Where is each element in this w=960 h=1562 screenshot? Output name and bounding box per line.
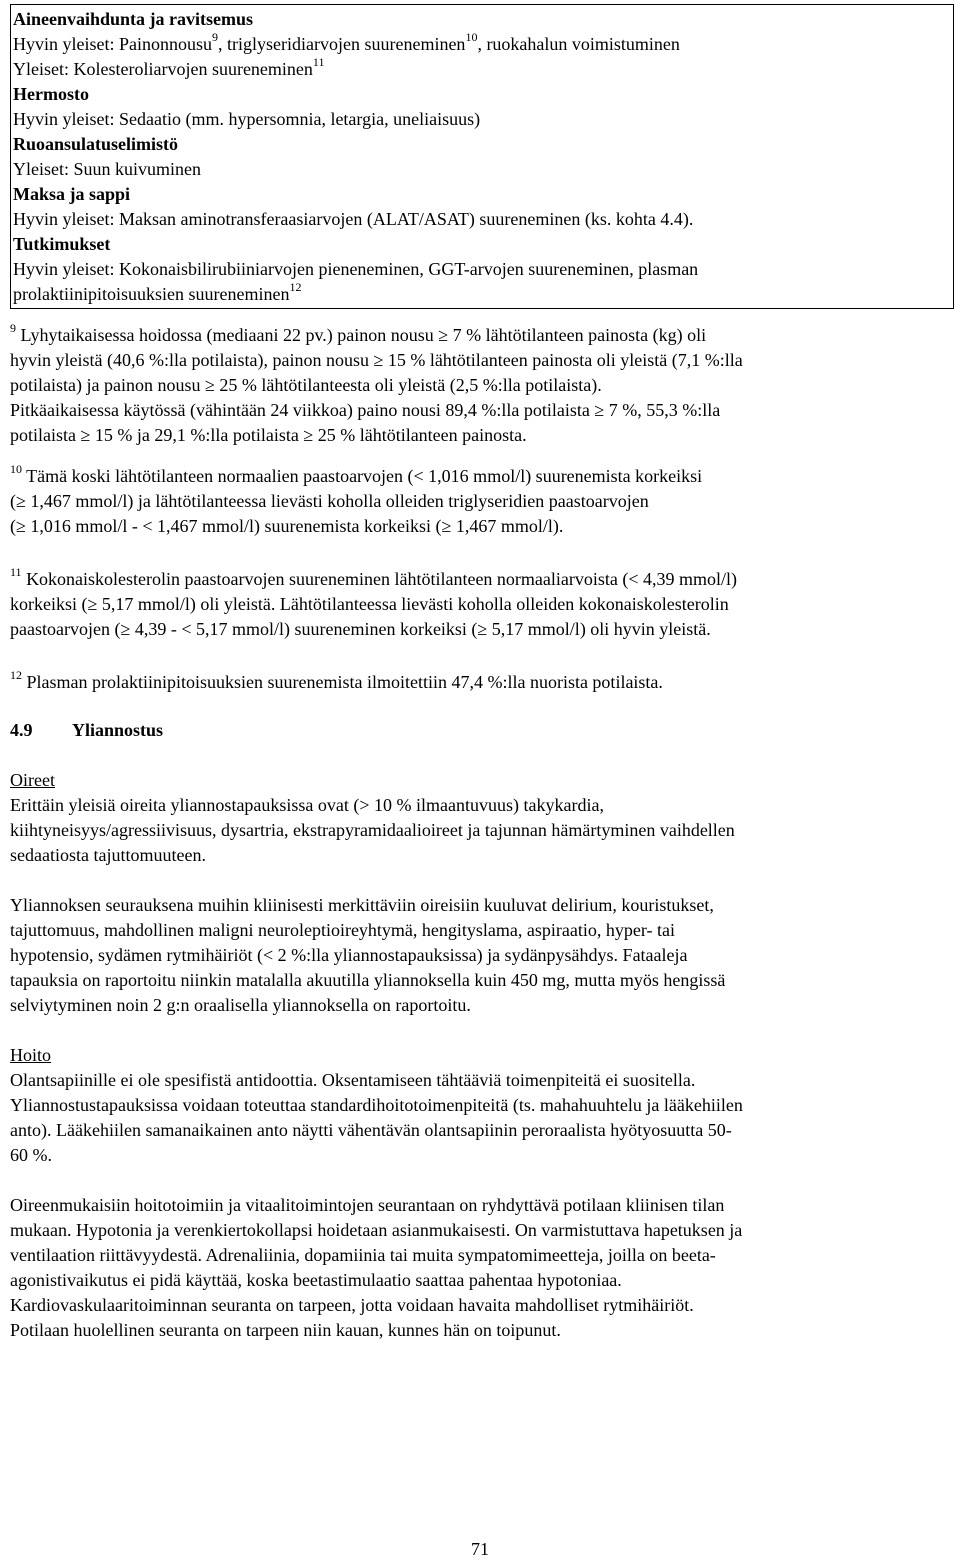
paragraph: Erittäin yleisiä oireita yliannostapauksissa ovat (> 10 % ilmaantuvuus) takykardia, <box>10 795 604 815</box>
paragraph: Oireenmukaisiin hoitotoimiin ja vitaalitoimintojen seurantaan on ryhdyttävä potilaan kliinisen tilan <box>10 1195 725 1215</box>
subheading-oireet: Oireet <box>10 770 55 790</box>
table-row: Hyvin yleiset: Sedaatio (mm. hypersomnia, letargia, uneliaisuus) <box>13 109 481 129</box>
table-row: Maksa ja sappi <box>13 184 131 204</box>
section-oireet: Oireet Erittäin yleisiä oireita yliannostapauksissa ovat (> 10 % ilmaantuvuus) takykardia, kiihtyneisyys/agressiivisuus, dysartria, ekstrapyramidaalioireet ja tajunnan hämärtyminen vaihdellen sedaatiosta tajuttomuuteen. Yliannoksen seurauksena muihin kliinisesti merkittäviin oireisiin kuuluvat delirium, kouristukset, tajuttomuus, mahdollinen maligni neuroleptioireyhtymä, hengityslama, aspiraatio, hyper- tai hypotensio, sydämen rytmihäiriöt (< 2 %:lla yliannostapauksissa) ja sydänpysähdys. Fataaleja tapauksia on raportoitu niinkin matalalla akuutilla yliannoksella kuin 450 mg, mutta myös hengissä selviytyminen noin 2 g:n oraalisella yliannoksella on raportoitu. <box>10 768 954 1018</box>
footnote-12: $^{12}$ Plasman prolaktiinipitoisuuksien suurenemista ilmoitettiin 47,4 %:lla nuorista potilaista. <box>10 668 663 692</box>
section-heading: 4.9 Yliannostus <box>10 720 164 740</box>
section-hoito: Hoito Olantsapiinille ei ole spesifistä antidoottia. Oksentamiseen tähtääviä toimenpiteitä ei suositella. Yliannostustapauksissa voidaan toteuttaa standardihoitotoimenpiteitä (ts. mahahuuhtelu ja lääkehiilen anto). Lääkehiilen samanaikainen anto näytti vähentävän olantsapiinin peroraalista hyötyosuutta 50- 60 %. Oireenmukaisiin hoitotoimiin ja vitaalitoimintojen seurantaan on ryhdyttävä potilaan kliinisen tilan mukaan. Hypotonia ja verenkiertokollapsi hoidetaan asianmukaisesti. On varmistuttava hapetuksen ja ventilaation riittävyydestä. Adrenaliinia, dopamiinia tai muita sympatomimeetteja, joilla on beeta- agonistivaikutus ei pidä käyttää, koska beetastimulaatio saattaa pahentaa hypotoniaa. Kardiovaskulaaritoiminnan seuranta on tarpeen, jotta voidaan havaita mahdolliset rytmihäiriöt. Potilaan huolellinen seuranta on tarpeen niin kauan, kunnes hän on toipunut. <box>10 1043 954 1343</box>
table-row: Hyvin yleiset: Maksan aminotransferaasiarvojen (ALAT/ASAT) suureneminen (ks. kohta 4.4). <box>13 209 694 229</box>
adverse-reactions-table <box>10 4 954 309</box>
paragraph: Olantsapiinille ei ole spesifistä antidoottia. Oksentamiseen tähtääviä toimenpiteitä ei suositella. <box>10 1070 696 1090</box>
table-row: Hermosto <box>13 84 89 104</box>
footnote-11: $^{11}$ Kokonaiskolesterolin paastoarvojen suureneminen lähtötilanteen normaaliarvoista (< 4,39 mmol/l) korkeiksi (≥ 5,17 mmol/l) oli yleistä. Lähtötilanteessa lievästi koholla olleiden kokonaiskolesterolin paastoarvojen (≥ 4,39 - < 5,17 mmol/l) suureneminen korkeiksi (≥ 5,17 mmol/l) oli hyvin yleistä. <box>10 565 738 639</box>
footnote-10: $^{10}$ Tämä koski lähtötilanteen normaalien paastoarvojen (< 1,016 mmol/l) suurenemista korkeiksi (≥ 1,467 mmol/l) ja lähtötilanteessa lievästi koholla olleiden triglyseridien paastoarvojen (≥ 1,016 mmol/l - < 1,467 mmol/l) suurenemista korkeiksi (≥ 1,467 mmol/l). <box>10 462 703 536</box>
table-row: Yleiset: Kolesteroliarvojen suureneminen$^{11}$ <box>13 55 325 79</box>
table-row: Ruoansulatuselimistö <box>13 134 179 154</box>
table-row: Hyvin yleiset: Painonnousu$^9$, triglyseridiarvojen suureneminen$^{10}$, ruokahalun voimistuminen <box>13 30 680 54</box>
table-row: Yleiset: Suun kuivuminen <box>13 159 201 179</box>
table-row: Tutkimukset <box>13 234 111 254</box>
page-number: 71 <box>471 1539 489 1559</box>
document-page <box>10 4 954 1343</box>
table-row: Hyvin yleiset: Kokonaisbilirubiiniarvojen pieneneminen, GGT-arvojen suureneminen, plasman <box>13 259 699 279</box>
paragraph: Yliannoksen seurauksena muihin kliinisesti merkittäviin oireisiin kuuluvat delirium, kouristukset, <box>10 895 714 915</box>
footnote-9: $^9$ Lyhytaikaisessa hoidossa (mediaani 22 pv.) painon nousu ≥ 7 % lähtötilanteen painosta (kg) oli hyvin yleistä (40,6 %:lla potilaista), painon nousu ≥ 15 % lähtötilanteen painosta oli yleistä (7,1 %:lla potilaista) ja painon nousu ≥ 25 % lähtötilanteesta oli yleistä (2,5 %:lla potilaista). Pitkäaikaisessa käytössä (vähintään 24 viikkoa) paino nousi 89,4 %:lla potilaista ≥ 7 %, 55,3 %:lla potilaista ≥ 15 % ja 29,1 %:lla potilaista ≥ 25 % lähtötilanteen painosta. <box>10 321 743 445</box>
subheading-hoito: Hoito <box>10 1045 52 1065</box>
table-row: Aineenvaihdunta ja ravitsemus <box>13 9 254 29</box>
table-row: prolaktiinipitoisuuksien suureneminen$^{12}$ <box>13 280 302 304</box>
